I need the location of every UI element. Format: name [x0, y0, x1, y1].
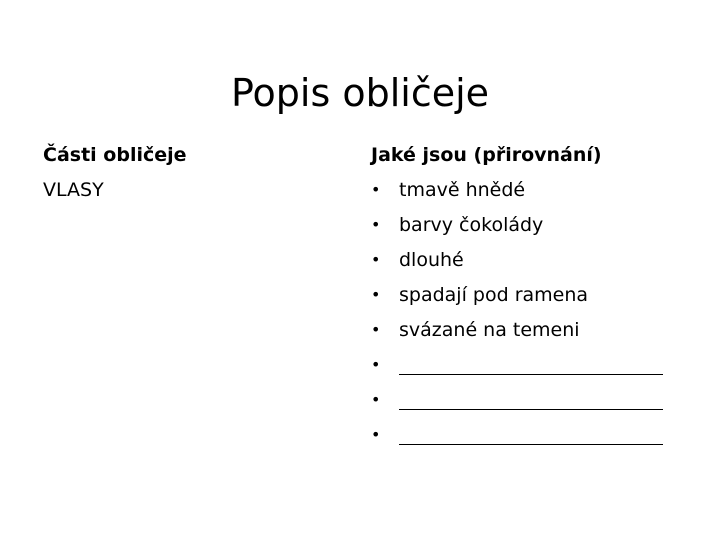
description-list — [371, 175, 681, 455]
bullet-point: • — [371, 250, 381, 269]
list-item-text: spadají pod ramena — [399, 284, 589, 306]
blank-list-item — [371, 350, 681, 385]
slide-title: Popis obličeje — [230, 71, 490, 116]
bullet-point: • — [371, 215, 381, 234]
list-item — [371, 280, 681, 315]
bullet-point: • — [371, 390, 381, 409]
face-parts-column — [43, 140, 333, 205]
bullet-point: • — [371, 320, 381, 339]
bullet-point: • — [371, 425, 381, 444]
list-item-text: barvy čokolády — [399, 214, 544, 236]
list-item — [371, 245, 681, 280]
blank-fill-line — [399, 444, 663, 445]
bullet-point: • — [371, 285, 381, 304]
list-item — [371, 210, 681, 245]
list-item-text: svázané na temeni — [399, 319, 580, 341]
descriptions-column — [371, 140, 681, 455]
list-item — [371, 315, 681, 350]
blank-list-item — [371, 420, 681, 455]
list-item — [371, 175, 681, 210]
blank-fill-line — [399, 374, 663, 375]
list-item-text: dlouhé — [399, 249, 464, 271]
blank-fill-line — [399, 409, 663, 410]
list-item-text: tmavě hnědé — [399, 179, 526, 201]
face-parts-header: Části obličeje — [43, 144, 187, 166]
blank-list-item — [371, 385, 681, 420]
descriptions-header: Jaké jsou (přirovnání) — [371, 144, 602, 166]
bullet-point: • — [371, 355, 381, 374]
bullet-point: • — [371, 180, 381, 199]
face-part-hair: VLASY — [43, 179, 104, 201]
